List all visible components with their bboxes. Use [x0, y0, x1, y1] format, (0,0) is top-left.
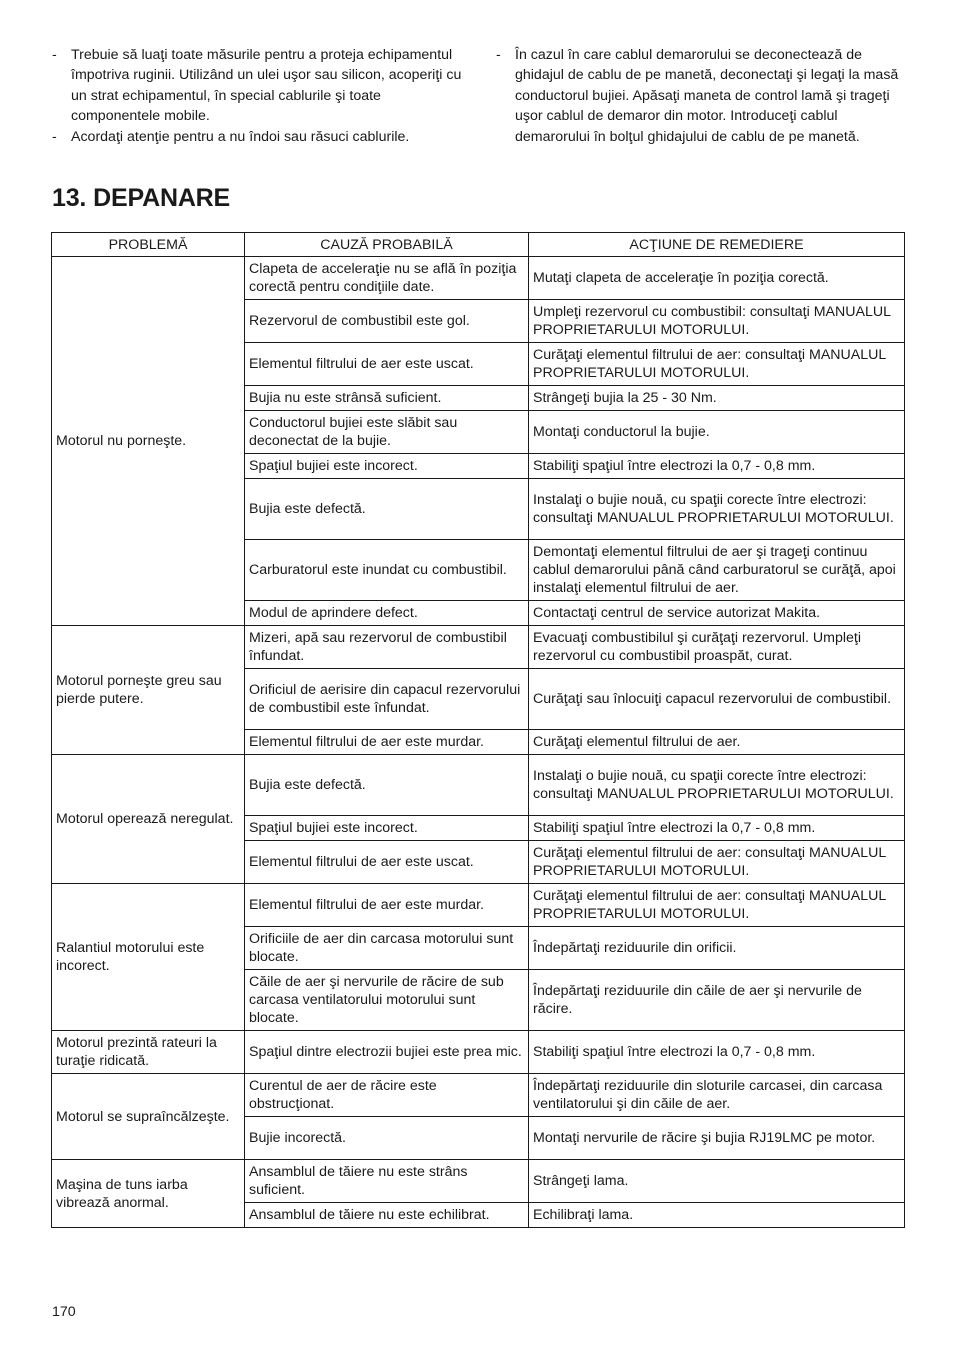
section-number: 13. — [52, 184, 87, 212]
action-cell: Curăţaţi elementul filtrului de aer: consultaţi MANUALUL PROPRIETARULUI MOTORULUI. — [529, 343, 905, 386]
action-cell: Stabiliţi spaţiul între electrozi la 0,7 - 0,8 mm. — [529, 1031, 905, 1074]
page-number: 170 — [52, 1304, 76, 1320]
table-row — [52, 1160, 905, 1203]
action-cell: Curăţaţi elementul filtrului de aer: consultaţi MANUALUL PROPRIETARULUI MOTORULUI. — [529, 884, 905, 927]
header-action: ACŢIUNE DE REMEDIERE — [529, 233, 905, 257]
action-cell: Stabiliţi spaţiul între electrozi la 0,7 - 0,8 mm. — [529, 454, 905, 479]
cause-cell: Ansamblul de tăiere nu este strâns suficient. — [245, 1160, 529, 1203]
bullet-text: În cazul în care cablul demarorului se deconectează de ghidajul de cablu de pe manetă, deconectaţi şi legaţi la masă conductorul bujiei. Apăsaţi maneta de control lamă şi trageţi uşor cablul de demaror din motor. Introduceţi cablul demarorului în bolţul ghidajului de cablu de pe manetă. — [515, 47, 899, 145]
action-cell: Montaţi nervurile de răcire şi bujia RJ19LMC pe motor. — [529, 1117, 905, 1160]
cause-cell: Clapeta de acceleraţie nu se află în poziţia corectă pentru condiţiile date. — [245, 257, 529, 300]
problem-cell: Motorul porneşte greu sau pierde putere. — [52, 626, 245, 755]
bullet-item — [52, 45, 464, 127]
action-cell: Umpleţi rezervorul cu combustibil: consultaţi MANUALUL PROPRIETARULUI MOTORULUI. — [529, 300, 905, 343]
action-cell: Strângeţi lama. — [529, 1160, 905, 1203]
action-cell: Curăţaţi sau înlocuiţi capacul rezervorului de combustibil. — [529, 669, 905, 730]
table-row — [52, 1031, 905, 1074]
cause-cell: Elementul filtrului de aer este uscat. — [245, 841, 529, 884]
action-cell: Montaţi conductorul la bujie. — [529, 411, 905, 454]
cause-cell: Căile de aer şi nervurile de răcire de sub carcasa ventilatorului motorului sunt blocate. — [245, 970, 529, 1031]
intro-right-column — [496, 45, 906, 147]
bullet-dash: - — [52, 47, 57, 63]
bullet-item — [52, 127, 464, 147]
cause-cell: Ansamblul de tăiere nu este echilibrat. — [245, 1203, 529, 1228]
cause-cell: Spaţiul bujiei este incorect. — [245, 816, 529, 841]
table-row — [52, 257, 905, 300]
table-header-row — [52, 233, 905, 257]
cause-cell: Modul de aprindere defect. — [245, 601, 529, 626]
cause-cell: Elementul filtrului de aer este murdar. — [245, 730, 529, 755]
problem-cell: Ralantiul motorului este incorect. — [52, 884, 245, 1031]
action-cell: Demontaţi elementul filtrului de aer şi trageţi continuu cablul demarorului până când carburatorul se curăţă, apoi instalaţi elementul filtrului de aer. — [529, 540, 905, 601]
header-cause: CAUZĂ PROBABILĂ — [245, 233, 529, 257]
table-row — [52, 1074, 905, 1117]
action-cell: Contactaţi centrul de service autorizat Makita. — [529, 601, 905, 626]
intro-left-column — [52, 45, 464, 147]
cause-cell: Carburatorul este inundat cu combustibil. — [245, 540, 529, 601]
bullet-dash: - — [496, 47, 501, 63]
table-row — [52, 626, 905, 669]
problem-cell: Motorul se supraîncălzeşte. — [52, 1074, 245, 1160]
cause-cell: Elementul filtrului de aer este uscat. — [245, 343, 529, 386]
table-body — [52, 257, 905, 1228]
problem-cell: Motorul operează neregulat. — [52, 755, 245, 884]
problem-cell: Motorul prezintă rateuri la turaţie ridicată. — [52, 1031, 245, 1074]
action-cell: Îndepărtaţi reziduurile din căile de aer şi nervurile de răcire. — [529, 970, 905, 1031]
action-cell: Stabiliţi spaţiul între electrozi la 0,7 - 0,8 mm. — [529, 816, 905, 841]
cause-cell: Bujie incorectă. — [245, 1117, 529, 1160]
section-heading — [52, 184, 230, 213]
bullet-text: Acordaţi atenţie pentru a nu îndoi sau răsuci cablurile. — [71, 128, 410, 145]
cause-cell: Curentul de aer de răcire este obstrucţionat. — [245, 1074, 529, 1117]
action-cell: Instalaţi o bujie nouă, cu spaţii corecte între electrozi: consultaţi MANUALUL PROPRIETARULUI MOTORULUI. — [529, 755, 905, 816]
action-cell: Evacuaţi combustibilul şi curăţaţi rezervorul. Umpleţi rezervorul cu combustibil proaspăt, curat. — [529, 626, 905, 669]
cause-cell: Spaţiul dintre electrozii bujiei este prea mic. — [245, 1031, 529, 1074]
cause-cell: Rezervorul de combustibil este gol. — [245, 300, 529, 343]
cause-cell: Mizeri, apă sau rezervorul de combustibil înfundat. — [245, 626, 529, 669]
action-cell: Instalaţi o bujie nouă, cu spaţii corecte între electrozi: consultaţi MANUALUL PROPRIETARULUI MOTORULUI. — [529, 479, 905, 540]
header-problem: PROBLEMĂ — [52, 233, 245, 257]
troubleshooting-table — [51, 232, 905, 1228]
table-row — [52, 755, 905, 816]
cause-cell: Conductorul bujiei este slăbit sau deconectat de la bujie. — [245, 411, 529, 454]
action-cell: Strângeţi bujia la 25 - 30 Nm. — [529, 386, 905, 411]
action-cell: Îndepărtaţi reziduurile din sloturile carcasei, din carcasa ventilatorului şi din căile de aer. — [529, 1074, 905, 1117]
bullet-text: Trebuie să luaţi toate măsurile pentru a proteja echipamentul împotriva ruginii. Utilizând un ulei uşor sau silicon, acoperiţi cu un strat echipamentul, în special cablurile şi toate componentele mobile. — [71, 47, 462, 125]
action-cell: Îndepărtaţi reziduurile din orificii. — [529, 927, 905, 970]
action-cell: Curăţaţi elementul filtrului de aer: consultaţi MANUALUL PROPRIETARULUI MOTORULUI. — [529, 841, 905, 884]
section-title: DEPANARE — [93, 184, 230, 212]
bullet-item — [496, 45, 906, 147]
cause-cell: Spaţiul bujiei este incorect. — [245, 454, 529, 479]
bullet-dash: - — [52, 128, 57, 145]
cause-cell: Bujia este defectă. — [245, 755, 529, 816]
cause-cell: Orificiile de aer din carcasa motorului sunt blocate. — [245, 927, 529, 970]
table-row — [52, 884, 905, 927]
cause-cell: Elementul filtrului de aer este murdar. — [245, 884, 529, 927]
action-cell: Echilibraţi lama. — [529, 1203, 905, 1228]
cause-cell: Bujia nu este strânsă suficient. — [245, 386, 529, 411]
cause-cell: Orificiul de aerisire din capacul rezervorului de combustibil este înfundat. — [245, 669, 529, 730]
cause-cell: Bujia este defectă. — [245, 479, 529, 540]
problem-cell: Motorul nu porneşte. — [52, 257, 245, 626]
action-cell: Curăţaţi elementul filtrului de aer. — [529, 730, 905, 755]
action-cell: Mutaţi clapeta de acceleraţie în poziţia corectă. — [529, 257, 905, 300]
problem-cell: Maşina de tuns iarba vibrează anormal. — [52, 1160, 245, 1228]
